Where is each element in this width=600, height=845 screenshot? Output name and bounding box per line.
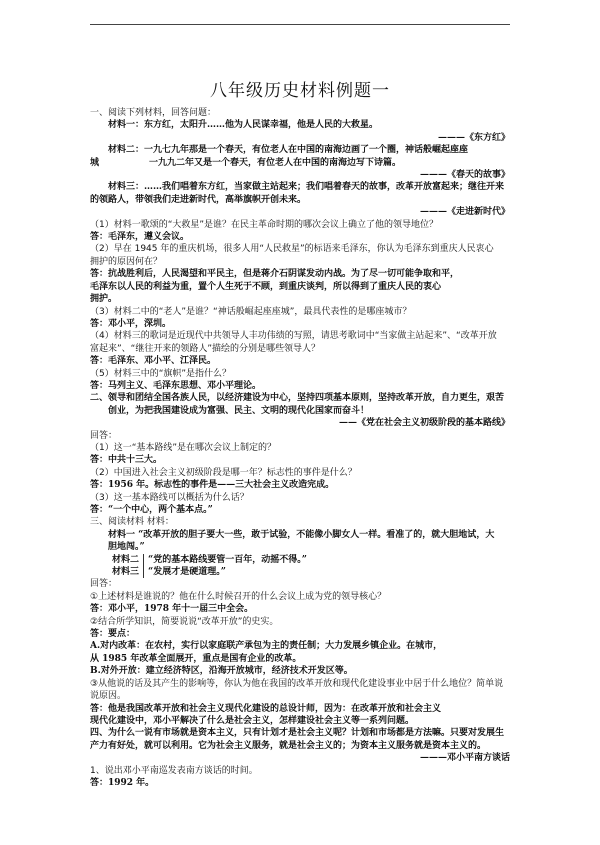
- question-5: （5）材料三中的“旗帜”是指什么？: [90, 368, 232, 379]
- question-4-line-1: （4）材料三的歌词是近现代中共领导人丰功伟绩的写照，请思考歌词中“当家做主站起来”、“改革开放: [90, 331, 497, 342]
- section-2-line-2: 创业，为把我国建设成为富强、民主、文明的现代化国家而奋斗！: [108, 405, 370, 416]
- answer-4: 答：毛泽东、邓小平、江泽民。: [90, 356, 217, 367]
- answer-2-2: 答：1956 年。标志性的事件是——三大社会主义改造完成。: [90, 480, 335, 491]
- material-2-line-2: [90, 157, 510, 169]
- section-1-heading: 一、阅读下列材料，回答问题：: [90, 108, 217, 118]
- answer-prompt-2: 回答：: [90, 430, 118, 441]
- material-3-source: ———《走进新时代》: [419, 207, 510, 218]
- material-3-label: 材料三: [108, 566, 144, 578]
- section-2-line-1: 二、领导和团结全国各族人民，以经济建设为中心，坚持四项基本原则，坚持改革开放，自力更生，艰苦: [90, 393, 505, 404]
- question-3-1: ①上述材料是谁说的？他在什么时候召开的什么会议上成为党的领导核心？: [90, 591, 387, 602]
- answer-3: 答：邓小平，深圳。: [90, 318, 172, 329]
- question-2-line-2: 拥护的原因何在？: [90, 256, 163, 267]
- answer-3-2-a-line-1: A.对内改革：在农村，实行以家庭联产承包为主的责任制；大力发展乡镇企业。在城市，: [90, 641, 443, 652]
- section-3-material-1-line-2: 胆地闯。”: [108, 542, 145, 553]
- question-2-2: （2）中国进入社会主义初级阶段是哪一年？标志性的事件是什么？: [90, 467, 357, 478]
- material-2-city-word: 城: [90, 157, 100, 168]
- material-1-source: ———《东方红》: [437, 132, 510, 143]
- answer-1: 答：毛泽东，遵义会议。: [90, 232, 190, 243]
- material-2-label: 材料二: [108, 554, 144, 566]
- question-3-2: ②结合所学知识，简要说说“改革开放”的史实。: [90, 616, 279, 627]
- section-3-materials-table: [108, 554, 311, 579]
- answer-3-2-heading: 答：要点：: [90, 629, 136, 640]
- answer-prompt-3: 回答：: [90, 579, 118, 590]
- answer-2-line-3: 拥护。: [90, 294, 118, 305]
- material-3-quote: “发展才是硬道理。”: [148, 567, 226, 578]
- section-4-line-2: 产力有好处，就可以利用。它为社会主义服务，就是社会主义的；为资本主义服务就是资本主义的。: [90, 740, 487, 751]
- answer-2-line-1: 答：抗战胜利后，人民渴望和平民主，但是蒋介石阴谋发动内战。为了尽一切可能争取和平，: [90, 269, 460, 280]
- material-2-line-2-text: 一九九二年又是一个春天，有位老人在中国的南海边写下诗篇。: [149, 157, 402, 168]
- question-2-1: （1）这一“基本路线”是在哪次会议上制定的？: [90, 442, 277, 453]
- answer-2-1: 答：中共十三大。: [90, 455, 163, 466]
- question-3: （3）材料二中的“老人”是谁？“神话般崛起座座城”，最具代表性的是哪座城市？: [90, 306, 412, 317]
- material-2-source: ———《春天的故事》: [419, 170, 510, 181]
- top-rule: [90, 24, 510, 25]
- document-body: [90, 76, 510, 789]
- material-2-quote: “党的基本路线要管一百年，动摇不得。”: [148, 554, 307, 565]
- material-2-line-1: 材料二：一九七九年那是一个春天，有位老人在中国的南海边画了一个圈，神话般崛起座座: [108, 145, 469, 156]
- question-4-line-2: 富起来”、“继往开来的领路人”描绘的分别是哪些领导人？: [90, 343, 320, 354]
- answer-2-line-2: 毛泽东以人民的利益为重，置个人生死于不顾，到重庆谈判，所以得到了重庆人民的衷心: [90, 281, 442, 292]
- material-3-line-1: 材料三：……我们唱着东方红，当家做主站起来；我们唱着春天的故事，改革开放富起来；继往开来: [108, 182, 505, 193]
- section-2-source: ——《党在社会主义初级阶段的基本路线》: [338, 418, 510, 429]
- question-3-3-line-1: ③从他说的话及其产生的影响等，你认为他在我国的改革开放和现代化建设事业中居于什么地位？简单说: [90, 678, 504, 689]
- section-4-line-1: 四、为什么一说有市场就是资本主义，只有计划才是社会主义呢？计划和市场都是方法嘛。只要对发展生: [90, 728, 505, 739]
- answer-4-1: 答：1992 年。: [90, 777, 155, 788]
- answer-5: 答：马列主义、毛泽东思想、邓小平理论。: [90, 380, 262, 391]
- answer-3-2-a-line-2: 从 1985 年改革全面展开，重点是国有企业的改革。: [90, 653, 302, 664]
- answer-2-3: 答：“一个中心，两个基本点。”: [90, 505, 213, 515]
- answer-3-3-line-2: 现代化建设中，邓小平解决了什么是社会主义，怎样建设社会主义等一系列问题。: [90, 715, 415, 726]
- question-2-line-1: （2）早在 1945 年的重庆机场，很多人用“人民救星”的标语来毛泽东，你认为毛泽东到重庆人民衷心: [90, 244, 494, 255]
- section-3-material-1-line-1: 材料一 “改革开放的胆子要大一些，敢于试验，不能像小脚女人一样。看准了的，就大胆地试，大: [108, 529, 495, 540]
- answer-3-3-line-1: 答：他是我国改革开放和社会主义现代化建设的总设计师，因为：在改革开放和社会主义: [90, 703, 442, 714]
- section-3-heading: 三、阅读材料 材料：: [90, 517, 174, 528]
- answer-3-1: 答：邓小平，1978 年十一届三中全会。: [90, 604, 254, 615]
- section-4-source: ———邓小平南方谈话: [419, 753, 510, 764]
- answer-3-2-b: B.对外开放：建立经济特区，沿海开放城市，经济技术开发区等。: [90, 666, 353, 677]
- question-2-3: （3）这一基本路线可以概括为什么话？: [90, 492, 249, 503]
- page-title: 八年级历史材料例题一: [210, 81, 390, 101]
- material-3-line-2: 的领路人，带领我们走进新时代，高举旗帜开创未来。: [90, 194, 307, 205]
- question-4-1: 1、说出邓小平南巡发表南方谈话的时间。: [90, 765, 258, 776]
- table-row: [108, 554, 311, 566]
- question-3-3-line-2: 说原因。: [90, 691, 127, 702]
- material-1: 材料一：东方红，太阳升……他为人民谋幸福，他是人民的大救星。: [108, 120, 379, 131]
- question-1: （1）材料一歌颂的“大救星”是谁？在民主革命时期的哪次会议上确立了他的领导地位？: [90, 219, 439, 230]
- table-row: [108, 566, 311, 578]
